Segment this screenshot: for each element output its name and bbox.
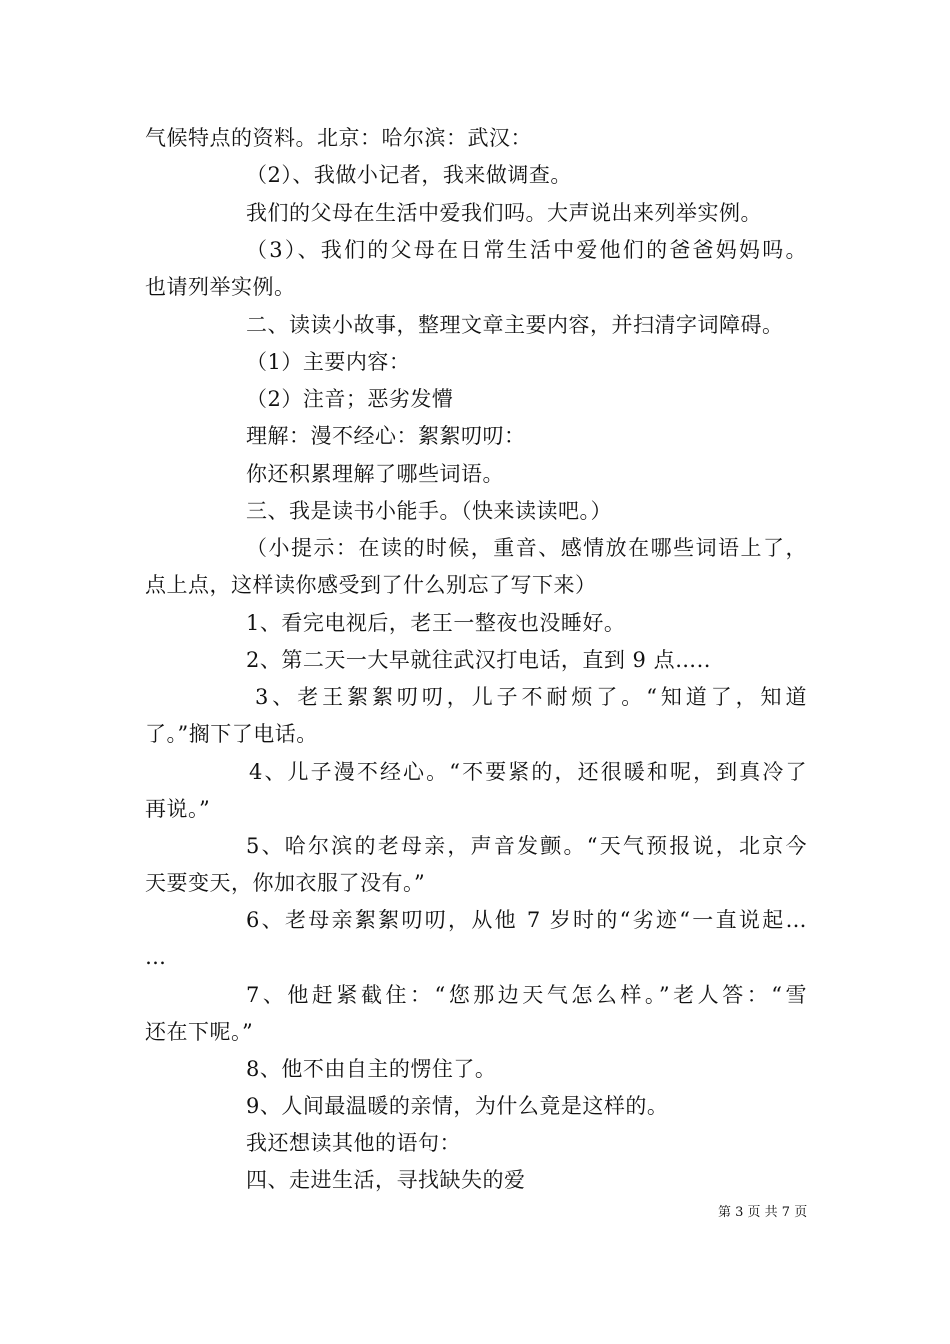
text-line: 点上点，这样读你感受到了什么别忘了写下来） — [145, 573, 597, 597]
page-number: 第 3 页 共 7 页 — [718, 1205, 808, 1220]
text-line: 9、人间最温暖的亲情，为什么竟是这样的。 — [246, 1094, 669, 1118]
text-line: 7、他赶紧截住：“您那边天气怎么样。”老人答：“雪 — [246, 983, 807, 1007]
text-line: 了。”搁下了电话。 — [145, 722, 318, 746]
text-line: 3、老王絮絮叨叨，儿子不耐烦了。“知道了，知道 — [255, 685, 807, 709]
text-line: （2）、我做小记者，我来做调查。 — [246, 163, 572, 187]
section-heading: 四、走进生活，寻找缺失的爱 — [246, 1168, 526, 1192]
text-line: 1、看完电视后，老王一整夜也没睡好。 — [246, 611, 626, 635]
text-line: 理解：漫不经心：絮絮叨叨： — [246, 424, 526, 448]
text-line: 再说。” — [145, 797, 211, 821]
text-line: 我还想读其他的语句： — [246, 1131, 461, 1155]
text-line: 天要变天，你加衣服了没有。” — [145, 871, 426, 895]
text-line: 2、第二天一大早就往武汉打电话，直到 9 点….. — [246, 648, 711, 672]
section-heading: 三、我是读书小能手。（快来读读吧。） — [246, 499, 612, 523]
text-line: … — [145, 945, 167, 969]
text-line: 气候特点的资料。北京：哈尔滨：武汉： — [145, 126, 532, 150]
text-line: 还在下呢。” — [145, 1020, 254, 1044]
text-line: （2）注音；恶劣发懵 — [246, 387, 454, 411]
text-line: 8、他不由自主的愣住了。 — [246, 1057, 497, 1081]
text-line: 6、老母亲絮絮叨叨，从他 7 岁时的“劣迹“一直说起… — [246, 908, 807, 932]
text-line: （小提示：在读的时候，重音、感情放在哪些词语上了， — [246, 536, 807, 560]
text-line: （1）主要内容： — [246, 350, 411, 374]
text-line: 4、儿子漫不经心。“不要紧的，还很暖和呢，到真冷了 — [249, 760, 807, 784]
text-line: （3）、我们的父母在日常生活中爱他们的爸爸妈妈吗。 — [246, 238, 807, 262]
text-line: 我们的父母在生活中爱我们吗。大声说出来列举实例。 — [246, 201, 762, 225]
text-line: 也请列举实例。 — [145, 275, 296, 299]
section-heading: 二、读读小故事，整理文章主要内容，并扫清字词障碍。 — [246, 313, 784, 337]
text-line: 你还积累理解了哪些词语。 — [246, 462, 504, 486]
text-line: 5、哈尔滨的老母亲，声音发颤。“天气预报说，北京今 — [246, 834, 807, 858]
